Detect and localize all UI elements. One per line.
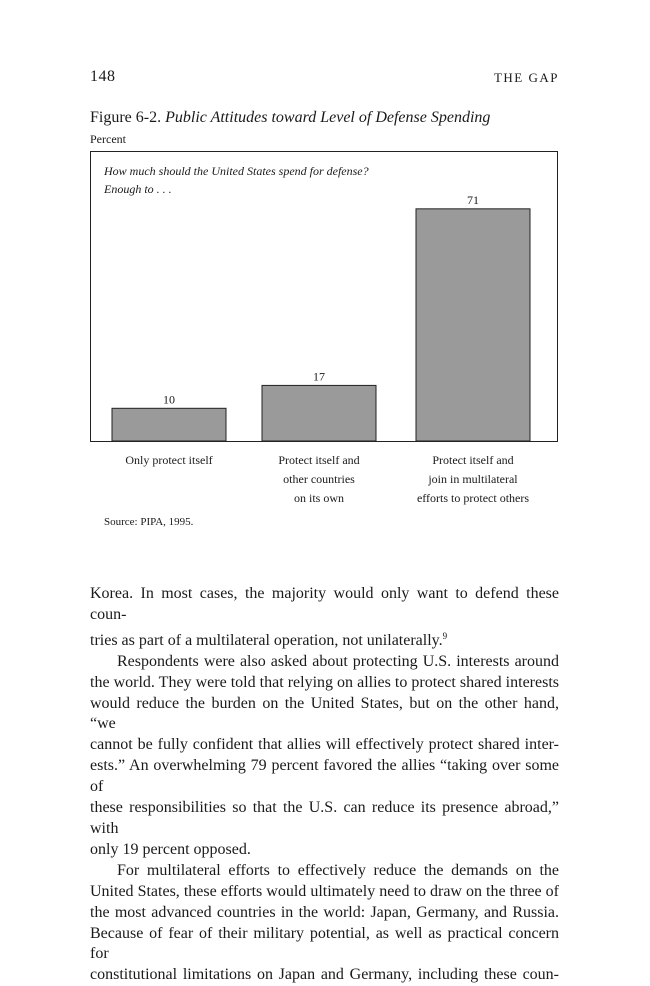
category-label-line: efforts to protect others xyxy=(416,491,530,505)
body-line: the world. They were told that relying on allies to protect shared interests xyxy=(90,673,559,691)
category-label-line: Protect itself and xyxy=(432,453,514,467)
body-line: Respondents were also asked about protecting U.S. interests around xyxy=(117,652,559,670)
bar-1 xyxy=(112,408,226,441)
page-header xyxy=(90,68,559,88)
category-label-line: other countries xyxy=(283,472,355,486)
question-line-1: How much should the United States spend for defense? xyxy=(104,164,369,178)
unit-label: Percent xyxy=(90,132,126,146)
category-label-line: on its own xyxy=(293,491,344,505)
figure-source: Source: PIPA, 1995. xyxy=(104,516,194,528)
category-label-line: join in multilateral xyxy=(428,472,518,486)
figure-label: Figure 6-2. xyxy=(90,109,162,126)
body-text xyxy=(90,584,559,986)
figure-title xyxy=(90,109,490,127)
body-line: ests.” An overwhelming 79 percent favored the allies “taking over some of xyxy=(90,757,559,796)
body-line xyxy=(90,626,559,652)
category-label-3 xyxy=(398,451,548,508)
body-line: the most advanced countries in the world: Japan, Germany, and Russia. xyxy=(90,903,559,921)
bar-2 xyxy=(262,385,376,441)
category-label-line: Protect itself and xyxy=(278,453,360,467)
body-line-text: tries as part of a multilateral operation, not unilaterally. xyxy=(90,631,443,649)
page-number: 148 xyxy=(90,68,116,85)
body-line: United States, these efforts would ultimately need to draw on the three of xyxy=(90,882,559,900)
body-line: would reduce the burden on the United States, but on the other hand, “we xyxy=(90,694,559,733)
body-line: For multilateral efforts to effectively reduce the demands on the xyxy=(117,861,559,879)
body-line: only 19 percent opposed. xyxy=(90,840,251,858)
category-label-2 xyxy=(244,451,394,508)
data-label-1: 10 xyxy=(163,392,175,407)
body-line: constitutional limitations on Japan and Germany, including these coun- xyxy=(90,966,559,984)
category-label-line: Only protect itself xyxy=(125,453,213,467)
body-line: cannot be fully confident that allies will effectively protect shared inter- xyxy=(90,736,559,754)
category-label-1 xyxy=(94,451,244,470)
body-line: Because of fear of their military potential, as well as practical concern for xyxy=(90,924,559,963)
figure-title-text: Public Attitudes toward Level of Defense Spending xyxy=(165,109,491,126)
footnote-ref: 9 xyxy=(442,630,448,641)
survey-question xyxy=(104,162,369,198)
data-label-2: 17 xyxy=(313,369,325,384)
bar-3 xyxy=(416,209,530,441)
question-line-2: Enough to . . . xyxy=(104,182,172,196)
data-label-3: 71 xyxy=(467,192,479,207)
running-head: THE GAP xyxy=(493,70,559,85)
body-line: Korea. In most cases, the majority would only want to defend these coun- xyxy=(90,585,559,623)
body-line: these responsibilities so that the U.S. can reduce its presence abroad,” with xyxy=(90,799,559,837)
